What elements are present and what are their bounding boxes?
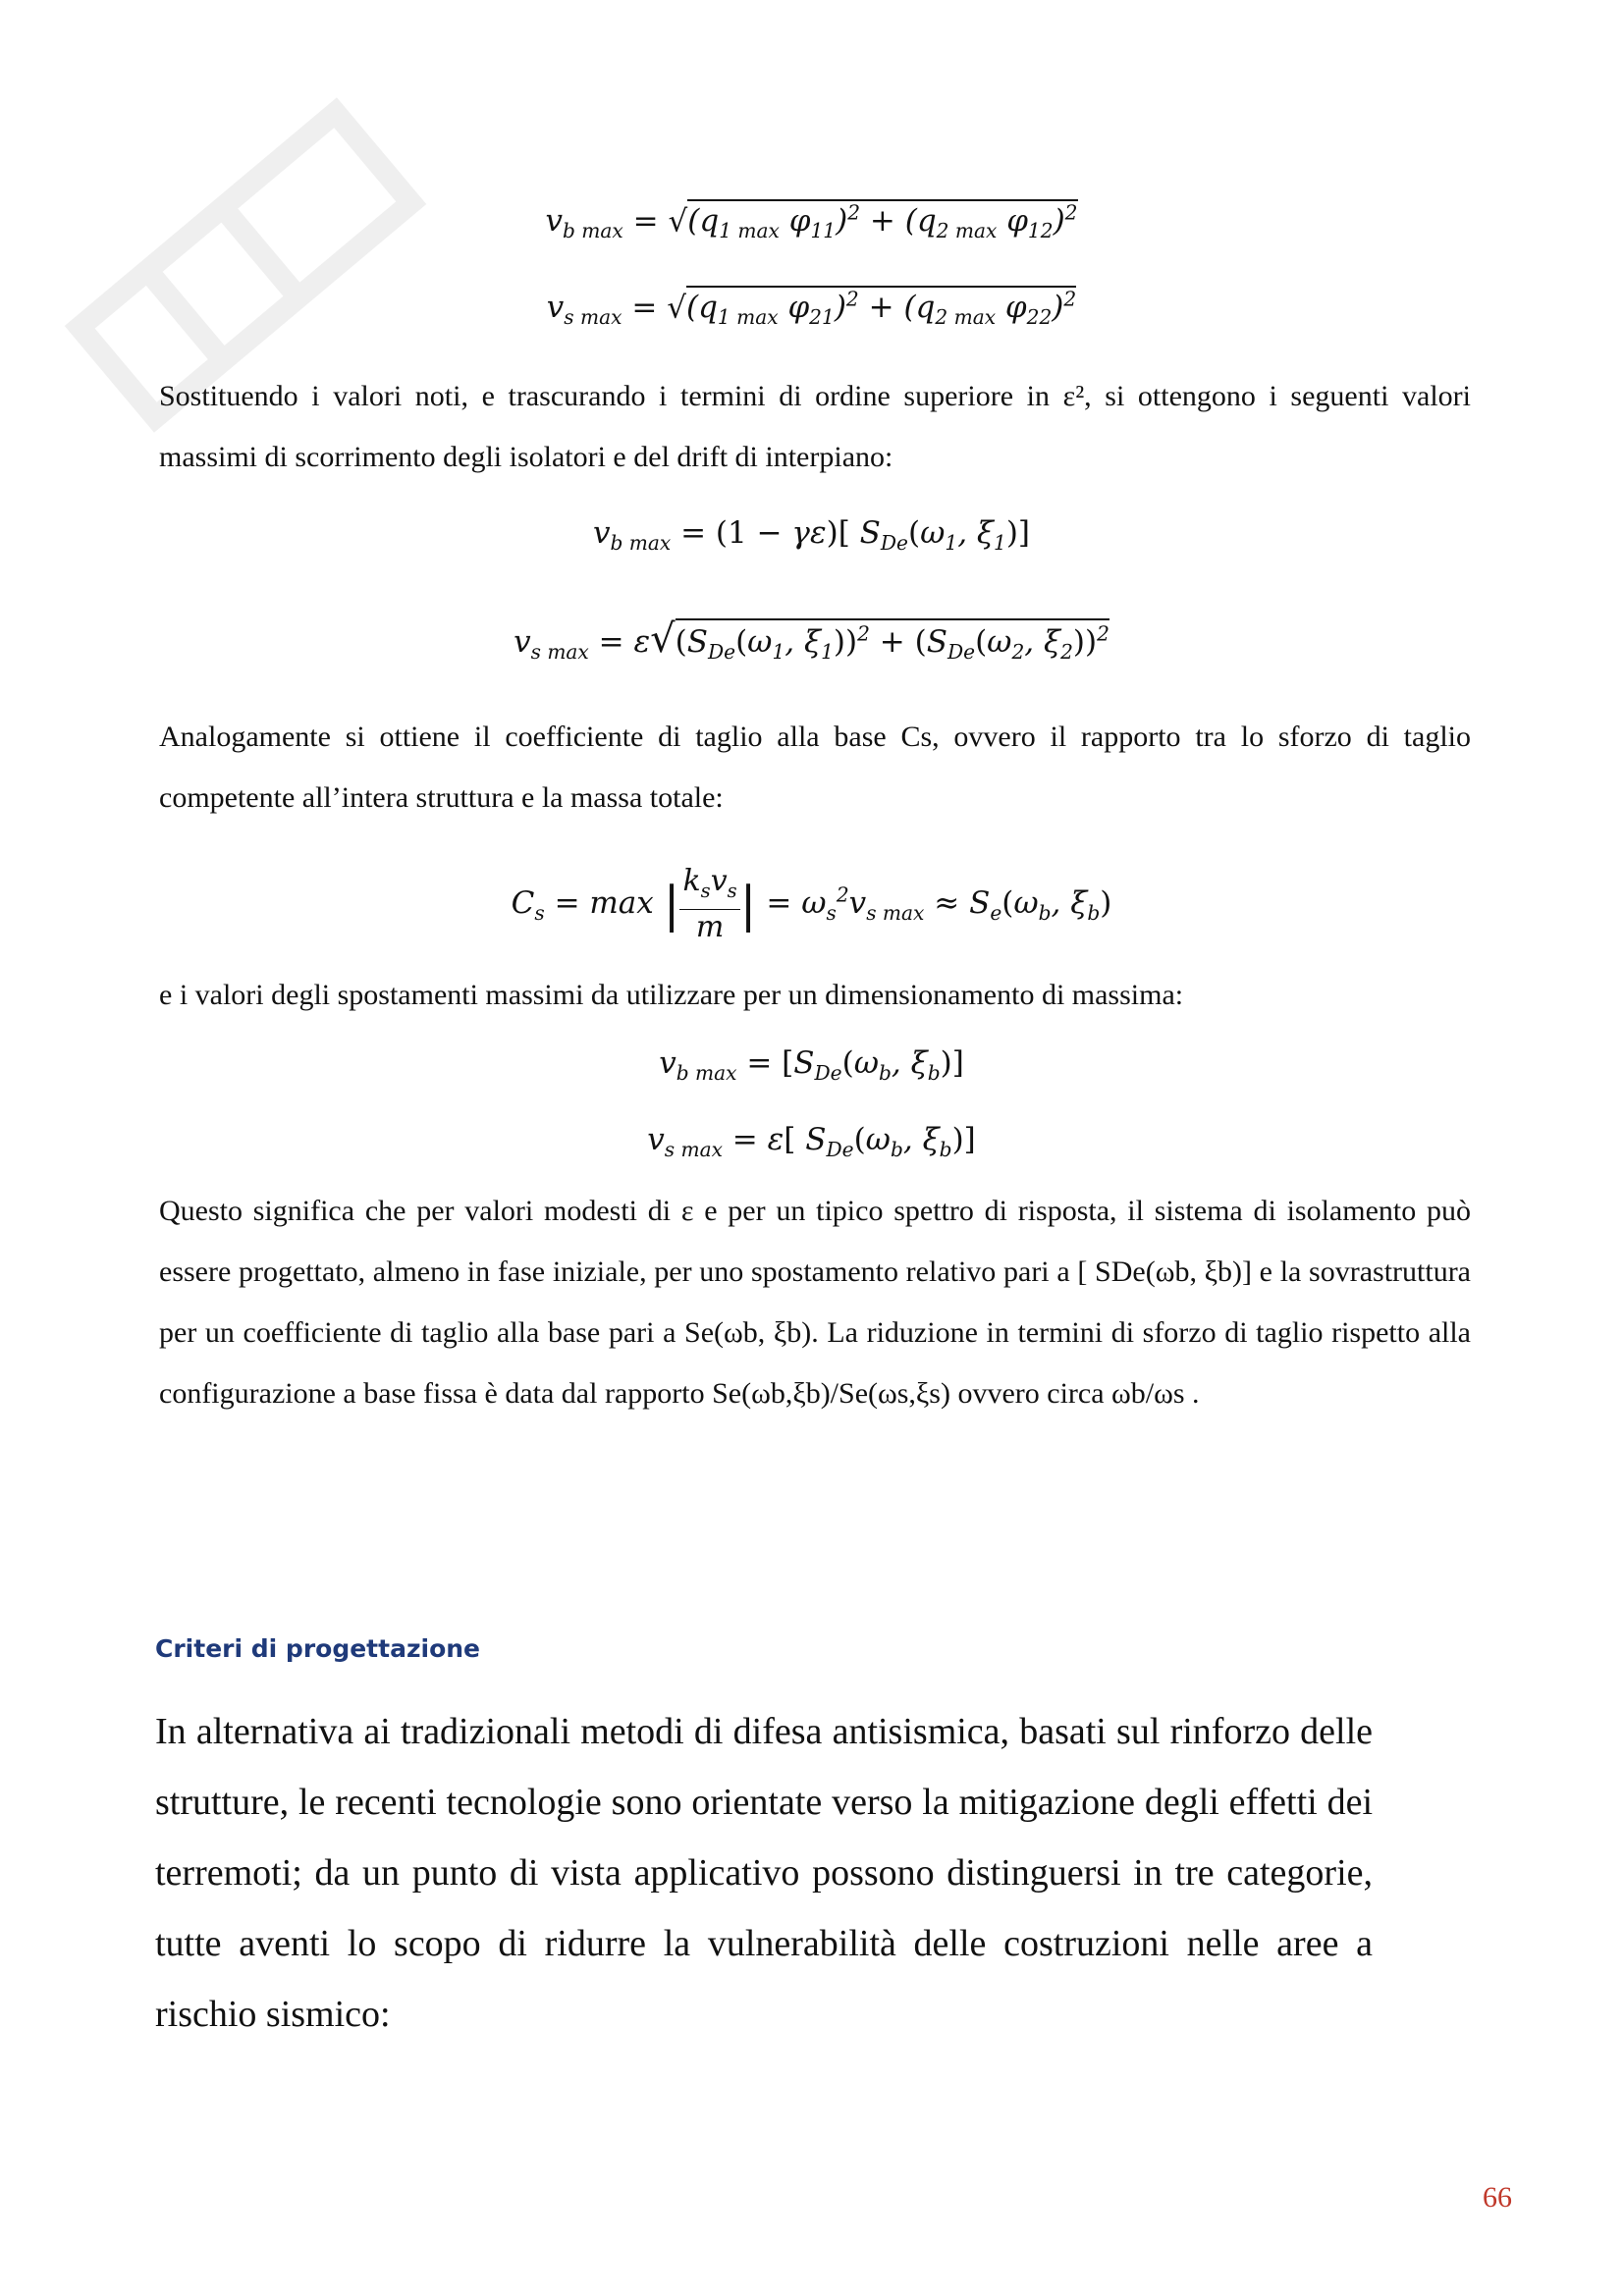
- paragraph-shear-coefficient: Analogamente si ottiene il coefficiente di taglio alla base Cs, ovvero il rapporto tra lo sforzo di taglio competente all’intera struttura e la massa totale:: [159, 721, 1471, 814]
- paragraph-displacements: e i valori degli spostamenti massimi da utilizzare per un dimensionamento di massima:: [159, 979, 1184, 1011]
- equation-vs-max-sde: $v_{s max} = \varepsilon$[ $S_{De}(\omega_b$, $\xi_b$)]: [647, 1122, 976, 1162]
- equation-vs-max-epsilon: $v_{s max} = \varepsilon√(S_{De}(\omega_1$, $\xi_1))^2 + (S_{De}(\omega_2$, $\xi_2))^2$: [514, 616, 1109, 665]
- equation-cs: $C_s = \max$ | $\frac{k_sv_s}{m}$ | = $\omega_s^2v_{s max} \approx S_e(\omega_b$, $\xi_b$): [511, 864, 1112, 944]
- equation-vb-max-sde: $v_{b max} = [S_{De}(\omega_b$, $\xi_b$)]: [659, 1045, 964, 1086]
- equation-vb-max-sqrt: $v_{b max} = √(q_{1 max}$ $\varphi_{11})^2 + (q_{2 max}$ $\varphi_{12})^2$: [545, 201, 1078, 243]
- page-number: 66: [1483, 2181, 1512, 2214]
- paragraph-design-meaning: Questo significa che per valori modesti di ε e per un tipico spettro di risposta, il sistema di isolamento può essere progettato, almeno in fase iniziale, per uno spostamento relativo pari a [ SDe(ωb, ξb)] e la sovrastruttura per un coefficiente di taglio alla base pari a Se(ωb, ξb). La riduzione in termini di sforzo di taglio rispetto alla configurazione a base fissa è data dal rapporto Se(ωb,ξb)/Se(ωs,ξs) ovvero circa ωb/ωs .: [159, 1195, 1471, 1410]
- body-paragraph: In alternativa ai tradizionali metodi di difesa antisismica, basati sul rinforzo delle strutture, le recenti tecnologie sono orientate verso la mitigazione degli effetti dei terremoti; da un punto di vista applicativo possono distinguersi in tre categorie, tutte aventi lo scopo di ridurre la vulnerabilità delle costruzioni nelle aree a rischio sismico:: [155, 1711, 1373, 2035]
- paragraph-substitution: Sostituendo i valori noti, e trascurando i termini di ordine superiore in ε², si ottengono i seguenti valori massimi di scorrimento degli isolatori e del drift di interpiano:: [159, 380, 1471, 473]
- equation-vb-max-gamma: $v_{b max} = (1 - \gamma\varepsilon)$[ $S_{De}(\omega_1$, $\xi_1$)]: [592, 515, 1031, 556]
- section-heading: Criteri di progettazione: [155, 1634, 480, 1663]
- equation-vs-max-sqrt: $v_{s max} = √(q_{1 max}$ $\varphi_{21})^2 + (q_{2 max}$ $\varphi_{22})^2$: [546, 288, 1077, 330]
